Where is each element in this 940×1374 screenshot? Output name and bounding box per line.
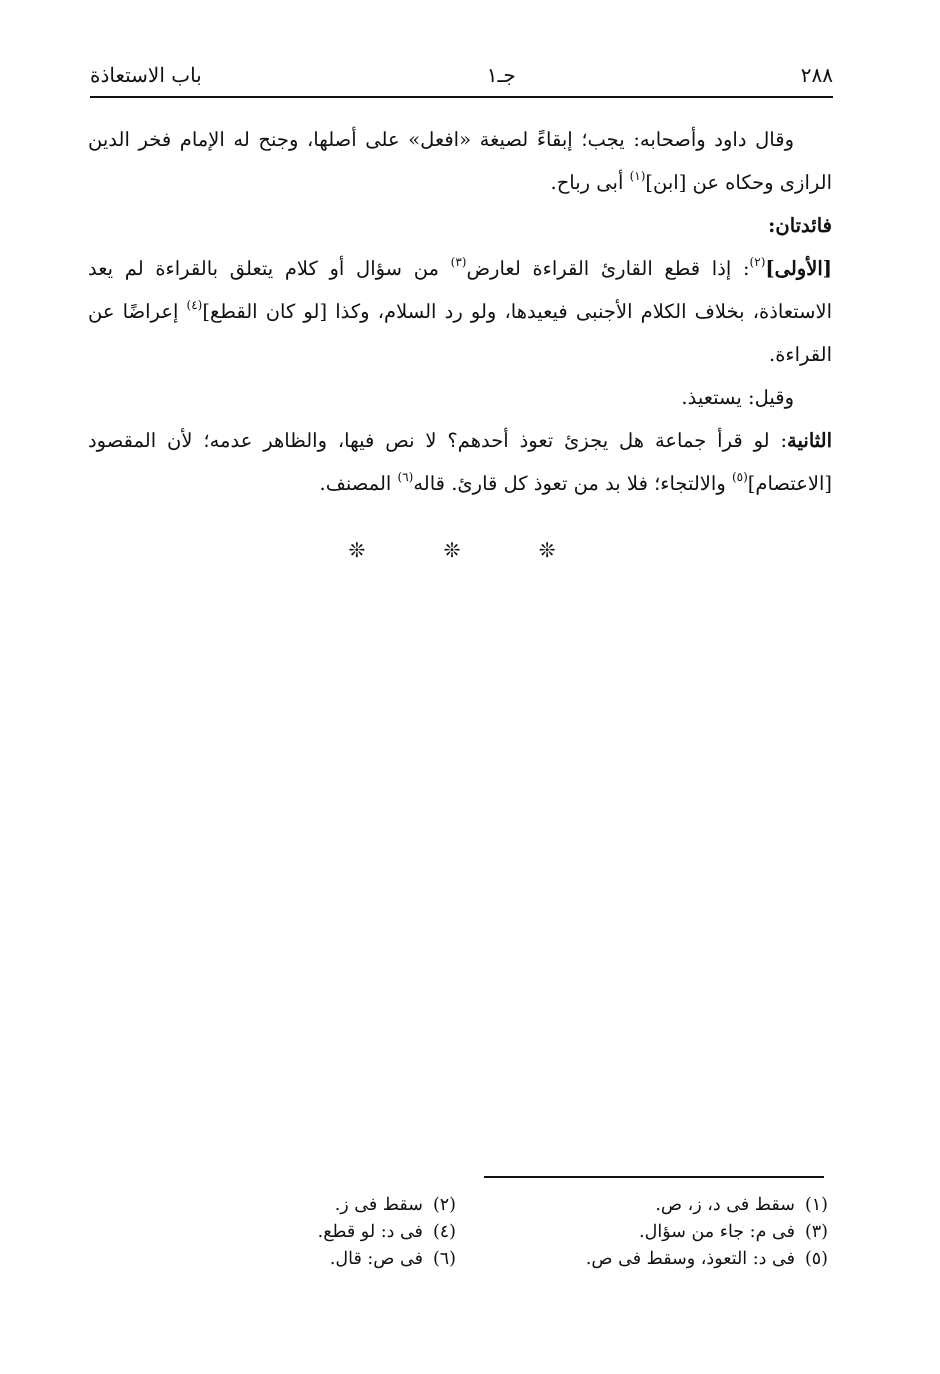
footnote-5: (٥) فى د: التعوذ، وسقط فى ص. [585,1249,828,1269]
footnote-3: (٣) فى م: جاء من سؤال. [639,1222,828,1242]
paragraph-1: وقال داود وأصحابه: يجب؛ إبقاءً لصيغة «افعل» على أصلها، وجنح له الإمام فخر الدين الرازى وحكاه عن [ابن]$^{(١)}$ أبى رباح. [88,128,832,194]
footnote-1: (١) سقط فى د، ز، ص. [655,1195,828,1215]
paragraph-4: الثانية: لو قرأ جماعة هل يجزئ تعوذ أحدهم؟ لا نص فيها، والظاهر عدمه؛ لأن المقصود [الاعتصام]$^{(٥)}$ والالتجاء؛ فلا بد من تعوذ كل قارئ. قاله$^{(٦)}$ المصنف. [88,429,832,495]
page-number: ٢٨٨ [800,63,833,87]
footnote-ref-4: (٤) [186,298,203,312]
page-header [90,58,833,98]
paragraph-3: وقيل: يستعيذ. [681,386,794,409]
footnote-ref-2: (٢) [749,255,766,269]
footnote-4: (٤) فى د: لو قطع. [317,1222,456,1242]
footnote-ref-6: (٦) [397,470,414,484]
footnote-6: (٦) فى ص: قال. [329,1249,456,1269]
footnote-ref-3: (٣) [450,255,467,269]
footnote-2: (٢) سقط فى ز. [334,1195,456,1215]
first-label: [الأولى] [765,257,832,280]
footnote-ref-1: (١) [629,169,646,183]
footnote-ref-5: (٥) [731,470,748,484]
section-divider-ornament: ❊ ❊ ❊ [348,538,592,562]
paragraph-2: [الأولى]$^{(٢)}$: إذا قطع القارئ القراءة لعارض$^{(٣)}$ من سؤال أو كلام يتعلق بالقراءة لم يعد الاستعاذة، بخلاف الكلام الأجنبى فيعيدها، ولو رد السلام، وكذا [لو كان القطع]$^{(٤)}$ إعراضًا عن القراءة. [88,255,832,366]
footnotes-column-left [276,1192,456,1273]
chapter-title: باب الاستعاذة [90,63,202,87]
main-text [88,118,832,505]
footnotes-column-right [448,1192,828,1273]
volume-label: جـ١ [486,63,516,87]
second-label: الثانية [787,429,832,452]
footnote-separator [484,1176,824,1178]
section-heading: فائدتان: [768,214,832,237]
